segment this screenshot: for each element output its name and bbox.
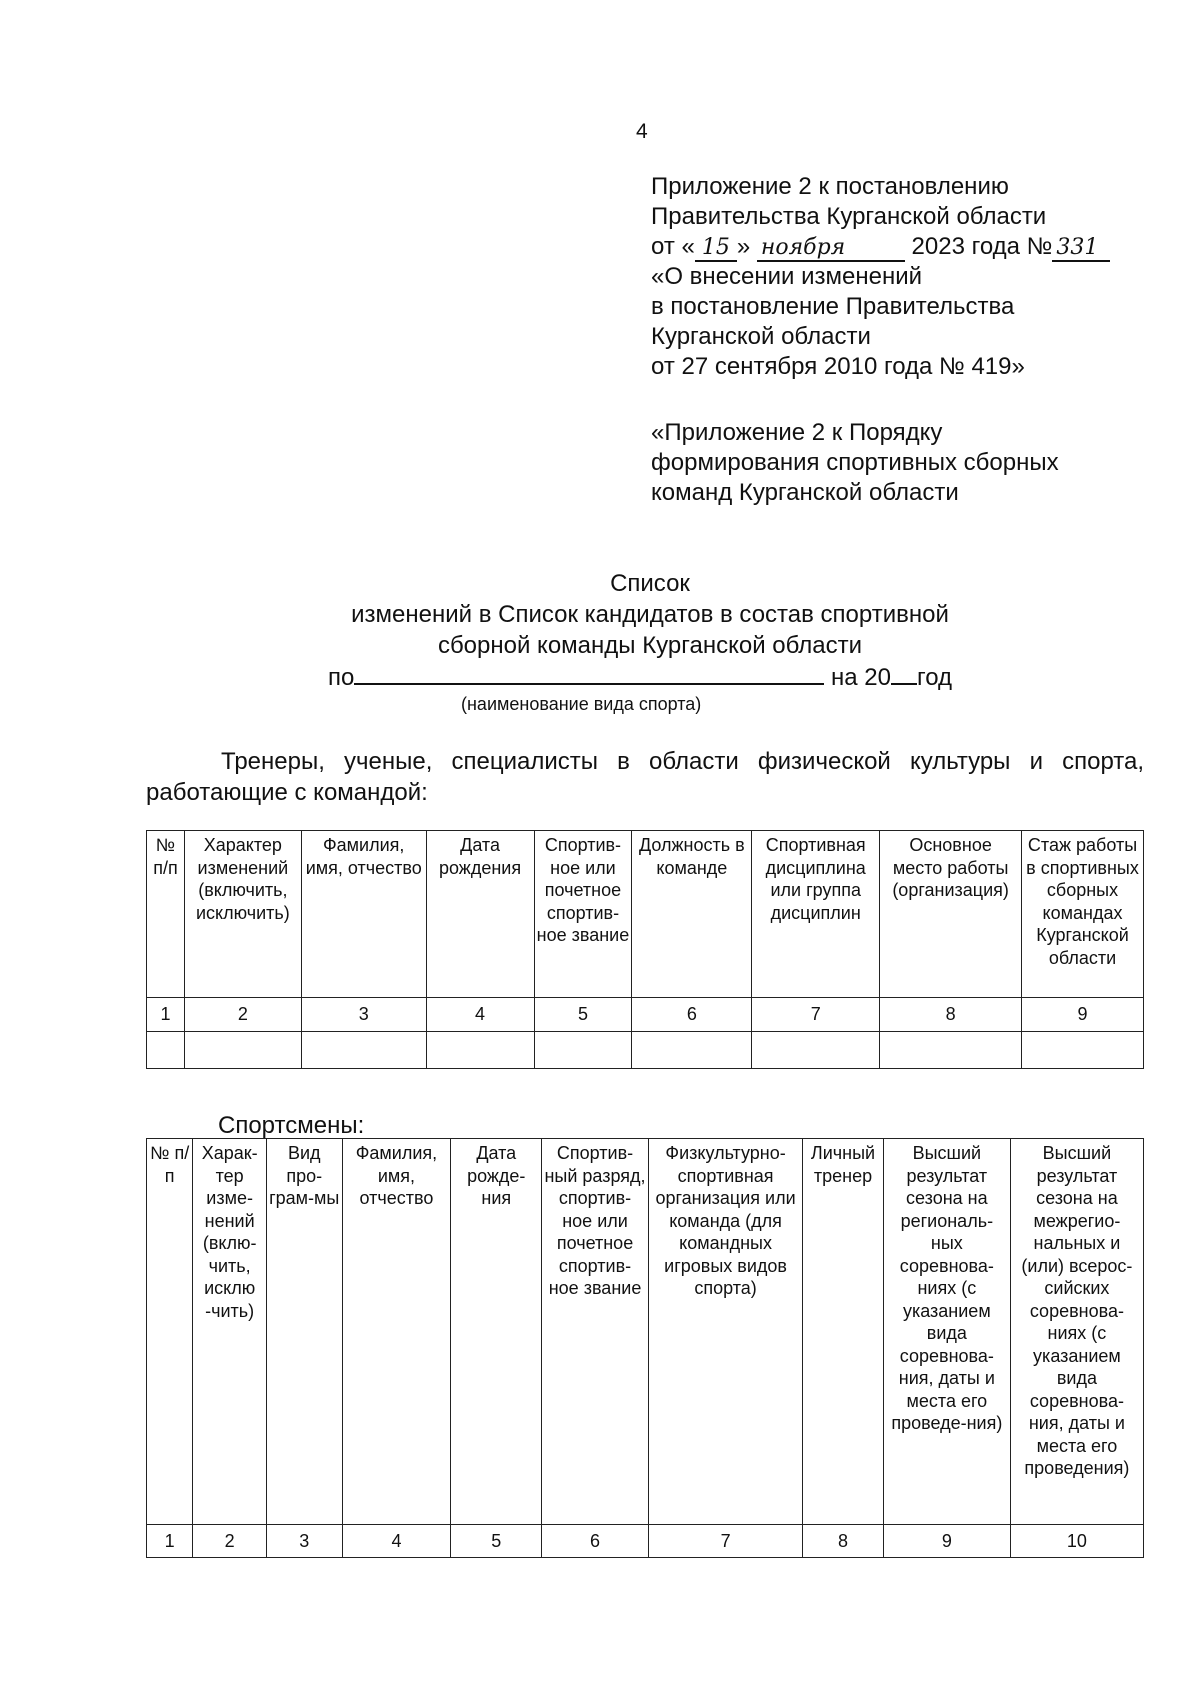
column-number: 5: [451, 1525, 542, 1558]
handwritten-day: 15: [695, 236, 737, 262]
order-appendix-line: «Приложение 2 к Порядку: [651, 419, 943, 446]
title-line: изменений в Список кандидатов в состав спортивной: [351, 601, 949, 628]
table-header-row: [147, 1139, 1144, 1525]
column-number: 5: [534, 998, 632, 1032]
document-title: [300, 568, 1000, 661]
appendix-line: Приложение 2 к постановлению: [651, 173, 1009, 200]
column-number: 3: [266, 1525, 342, 1558]
column-number: 1: [147, 998, 185, 1032]
column-number: 1: [147, 1525, 193, 1558]
column-number: 2: [184, 998, 301, 1032]
column-number-row: [147, 998, 1144, 1032]
empty-cell: [426, 1032, 534, 1069]
date-year: 2023 года №: [911, 233, 1053, 260]
date-prefix: от «: [651, 233, 695, 260]
col-header: Высший результат сезона на региональ-ных соревнова-ниях (с указанием вида соревнова-ния, даты и места его проведе-ния): [883, 1139, 1010, 1525]
handwritten-month: ноября: [757, 236, 905, 262]
column-number: 8: [880, 998, 1022, 1032]
date-mid: »: [736, 233, 751, 260]
empty-cell: [534, 1032, 632, 1069]
col-header: Фамилия, имя, отчество: [301, 831, 426, 998]
athletes-table: [146, 1138, 1144, 1558]
appendix-date-line: [651, 232, 1110, 262]
sport-blank: [354, 663, 824, 685]
empty-cell: [301, 1032, 426, 1069]
year-blank: [891, 663, 917, 685]
table-header-row: [147, 831, 1144, 998]
column-number: 2: [193, 1525, 267, 1558]
handwritten-number: 331: [1052, 236, 1110, 262]
column-number: 8: [803, 1525, 884, 1558]
column-number: 7: [752, 998, 880, 1032]
resolution-title-line: в постановление Правительства: [651, 293, 1015, 320]
col-header: Дата рожде-ния: [451, 1139, 542, 1525]
empty-cell: [1022, 1032, 1144, 1069]
col-header: Характер изменений (включить, исключить): [184, 831, 301, 998]
appendix-header: [651, 172, 1110, 382]
appendix-line: Правительства Курганской области: [651, 203, 1047, 230]
col-header: Личный тренер: [803, 1139, 884, 1525]
column-number: 10: [1010, 1525, 1143, 1558]
coaches-table: [146, 830, 1144, 1069]
column-number: 4: [426, 998, 534, 1032]
sport-line: [328, 663, 952, 692]
col-header: Должность в команде: [632, 831, 752, 998]
sport-hint: (наименование вида спорта): [461, 694, 702, 714]
col-header: Стаж работы в спортивных сборных командах Курганской области: [1022, 831, 1144, 998]
col-header: Физкультурно-спортивная организация или команда (для командных игровых видов спорта): [648, 1139, 802, 1525]
year-prefix: на 20: [831, 664, 891, 691]
col-header: Вид про-грам-мы: [266, 1139, 342, 1525]
title-line: сборной команды Курганской области: [437, 632, 863, 659]
col-header: Спортивная дисциплина или группа дисциплин: [752, 831, 880, 998]
resolution-title-line: от 27 сентября 2010 года № 419»: [651, 353, 1025, 380]
order-appendix-line: команд Курганской области: [651, 479, 959, 506]
col-header: Основное место работы (организация): [880, 831, 1022, 998]
empty-row: [147, 1032, 1144, 1069]
col-header: Дата рождения: [426, 831, 534, 998]
resolution-title-line: «О внесении изменений: [651, 263, 923, 290]
col-header: Харак-тер изме-нений (вклю-чить, исклю -чить): [193, 1139, 267, 1525]
sport-prefix: по: [328, 664, 355, 691]
order-appendix-line: формирования спортивных сборных: [651, 449, 1059, 476]
column-number-row: [147, 1525, 1144, 1558]
column-number: 9: [883, 1525, 1010, 1558]
empty-cell: [632, 1032, 752, 1069]
col-header: № п/п: [147, 1139, 193, 1525]
coaches-intro: Тренеры, ученые, специалисты в области физической культуры и спорта, работающие с командой:: [146, 748, 1144, 806]
empty-cell: [147, 1032, 185, 1069]
resolution-title-line: Курганской области: [651, 323, 871, 350]
column-number: 7: [648, 1525, 802, 1558]
col-header: Спортив-ный разряд, спортив-ное или почетное спортив-ное звание: [542, 1139, 649, 1525]
year-suffix: год: [916, 664, 953, 691]
athletes-title: Спортсмены:: [218, 1112, 365, 1139]
col-header: Высший результат сезона на межрегио-нальных и (или) всерос-сийских соревнова-ниях (с указанием вида соревнова-ния, даты и места его проведения): [1010, 1139, 1143, 1525]
order-appendix: [651, 418, 1059, 508]
col-header: Фамилия, имя, отчество: [342, 1139, 451, 1525]
column-number: 6: [542, 1525, 649, 1558]
page-number: 4: [636, 120, 648, 143]
column-number: 4: [342, 1525, 451, 1558]
column-number: 3: [301, 998, 426, 1032]
empty-cell: [752, 1032, 880, 1069]
col-header: № п/п: [147, 831, 185, 998]
column-number: 9: [1022, 998, 1144, 1032]
column-number: 6: [632, 998, 752, 1032]
title-line: Список: [610, 570, 690, 597]
col-header: Спортив-ное или почетное спортив-ное звание: [534, 831, 632, 998]
empty-cell: [880, 1032, 1022, 1069]
empty-cell: [184, 1032, 301, 1069]
